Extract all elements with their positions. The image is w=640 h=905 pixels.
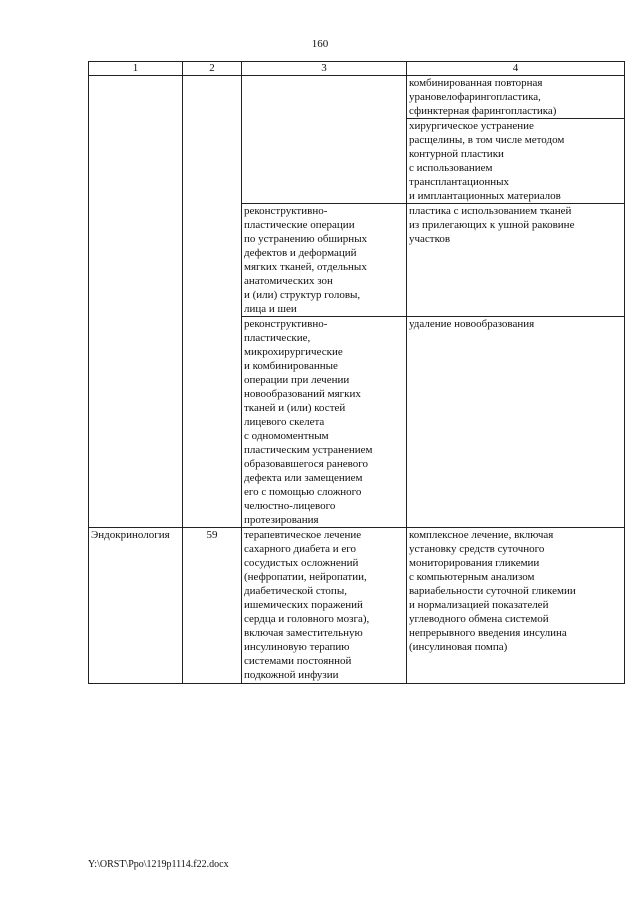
method-cell bbox=[407, 204, 625, 317]
method-cell bbox=[407, 76, 625, 119]
method-text: комбинированная повторная урановелофарингопластика, сфинктерная фарингопластика) bbox=[409, 77, 557, 117]
intervention-text: реконструктивно- пластические, микрохирургические и комбинированные операции при лечении новообразований мягких тканей и (или) костей лицевого скелета с одномоментным пластическим устранением образовавшегося раневого дефекта или замещением его с помощью сложного челюстно-лицевого протезирования bbox=[244, 318, 373, 526]
footer-file-path: Y:\ORST\Ppo\1219p1114.f22.docx bbox=[88, 859, 229, 870]
profile-cell bbox=[89, 528, 183, 684]
number-cell-empty bbox=[183, 76, 242, 528]
intervention-cell bbox=[242, 317, 407, 528]
number-text: 59 bbox=[206, 529, 218, 541]
method-cell bbox=[407, 119, 625, 204]
method-text: пластика с использованием тканей из прилегающих к ушной раковине участков bbox=[409, 205, 575, 245]
table-row bbox=[89, 528, 625, 684]
intervention-cell bbox=[242, 528, 407, 684]
intervention-text: реконструктивно- пластические операции по устранению обширных дефектов и деформаций мягких тканей, отдельных анатомических зон и (или) структур головы, лица и шеи bbox=[244, 205, 368, 315]
number-cell bbox=[183, 528, 242, 684]
method-cell bbox=[407, 528, 625, 684]
method-text: комплексное лечение, включая установку средств суточного мониторирования гликемии с компьютерным анализом вариабельности суточной гликемии и нормализацией показателей углеводного обмена системой непрерывного введения инсулина (инсулиновая помпа) bbox=[409, 529, 576, 653]
header-col-4: 4 bbox=[407, 62, 625, 76]
profile-text: Эндокринология bbox=[91, 529, 170, 541]
page-number: 160 bbox=[311, 38, 329, 50]
intervention-text: терапевтическое лечение сахарного диабета и его сосудистых осложнений (нефропатии, нейропатии, диабетической стопы, ишемических поражений сердца и головного мозга), включая заместительную инсулиновую терапию системами постоянной подкожной инфузии bbox=[244, 529, 370, 681]
table-row bbox=[89, 76, 625, 119]
method-text: хирургическое устранение расщелины, в том числе методом контурной пластики с использованием трансплантационных и имплантационных материалов bbox=[409, 120, 565, 202]
header-col-3: 3 bbox=[242, 62, 407, 76]
method-cell bbox=[407, 317, 625, 528]
services-table bbox=[88, 61, 625, 684]
header-col-1: 1 bbox=[89, 62, 183, 76]
profile-cell-empty bbox=[89, 76, 183, 528]
header-col-2: 2 bbox=[183, 62, 242, 76]
method-text: удаление новообразования bbox=[409, 318, 535, 330]
intervention-cell bbox=[242, 204, 407, 317]
table-header-row bbox=[89, 62, 625, 76]
intervention-cell-empty bbox=[242, 76, 407, 204]
